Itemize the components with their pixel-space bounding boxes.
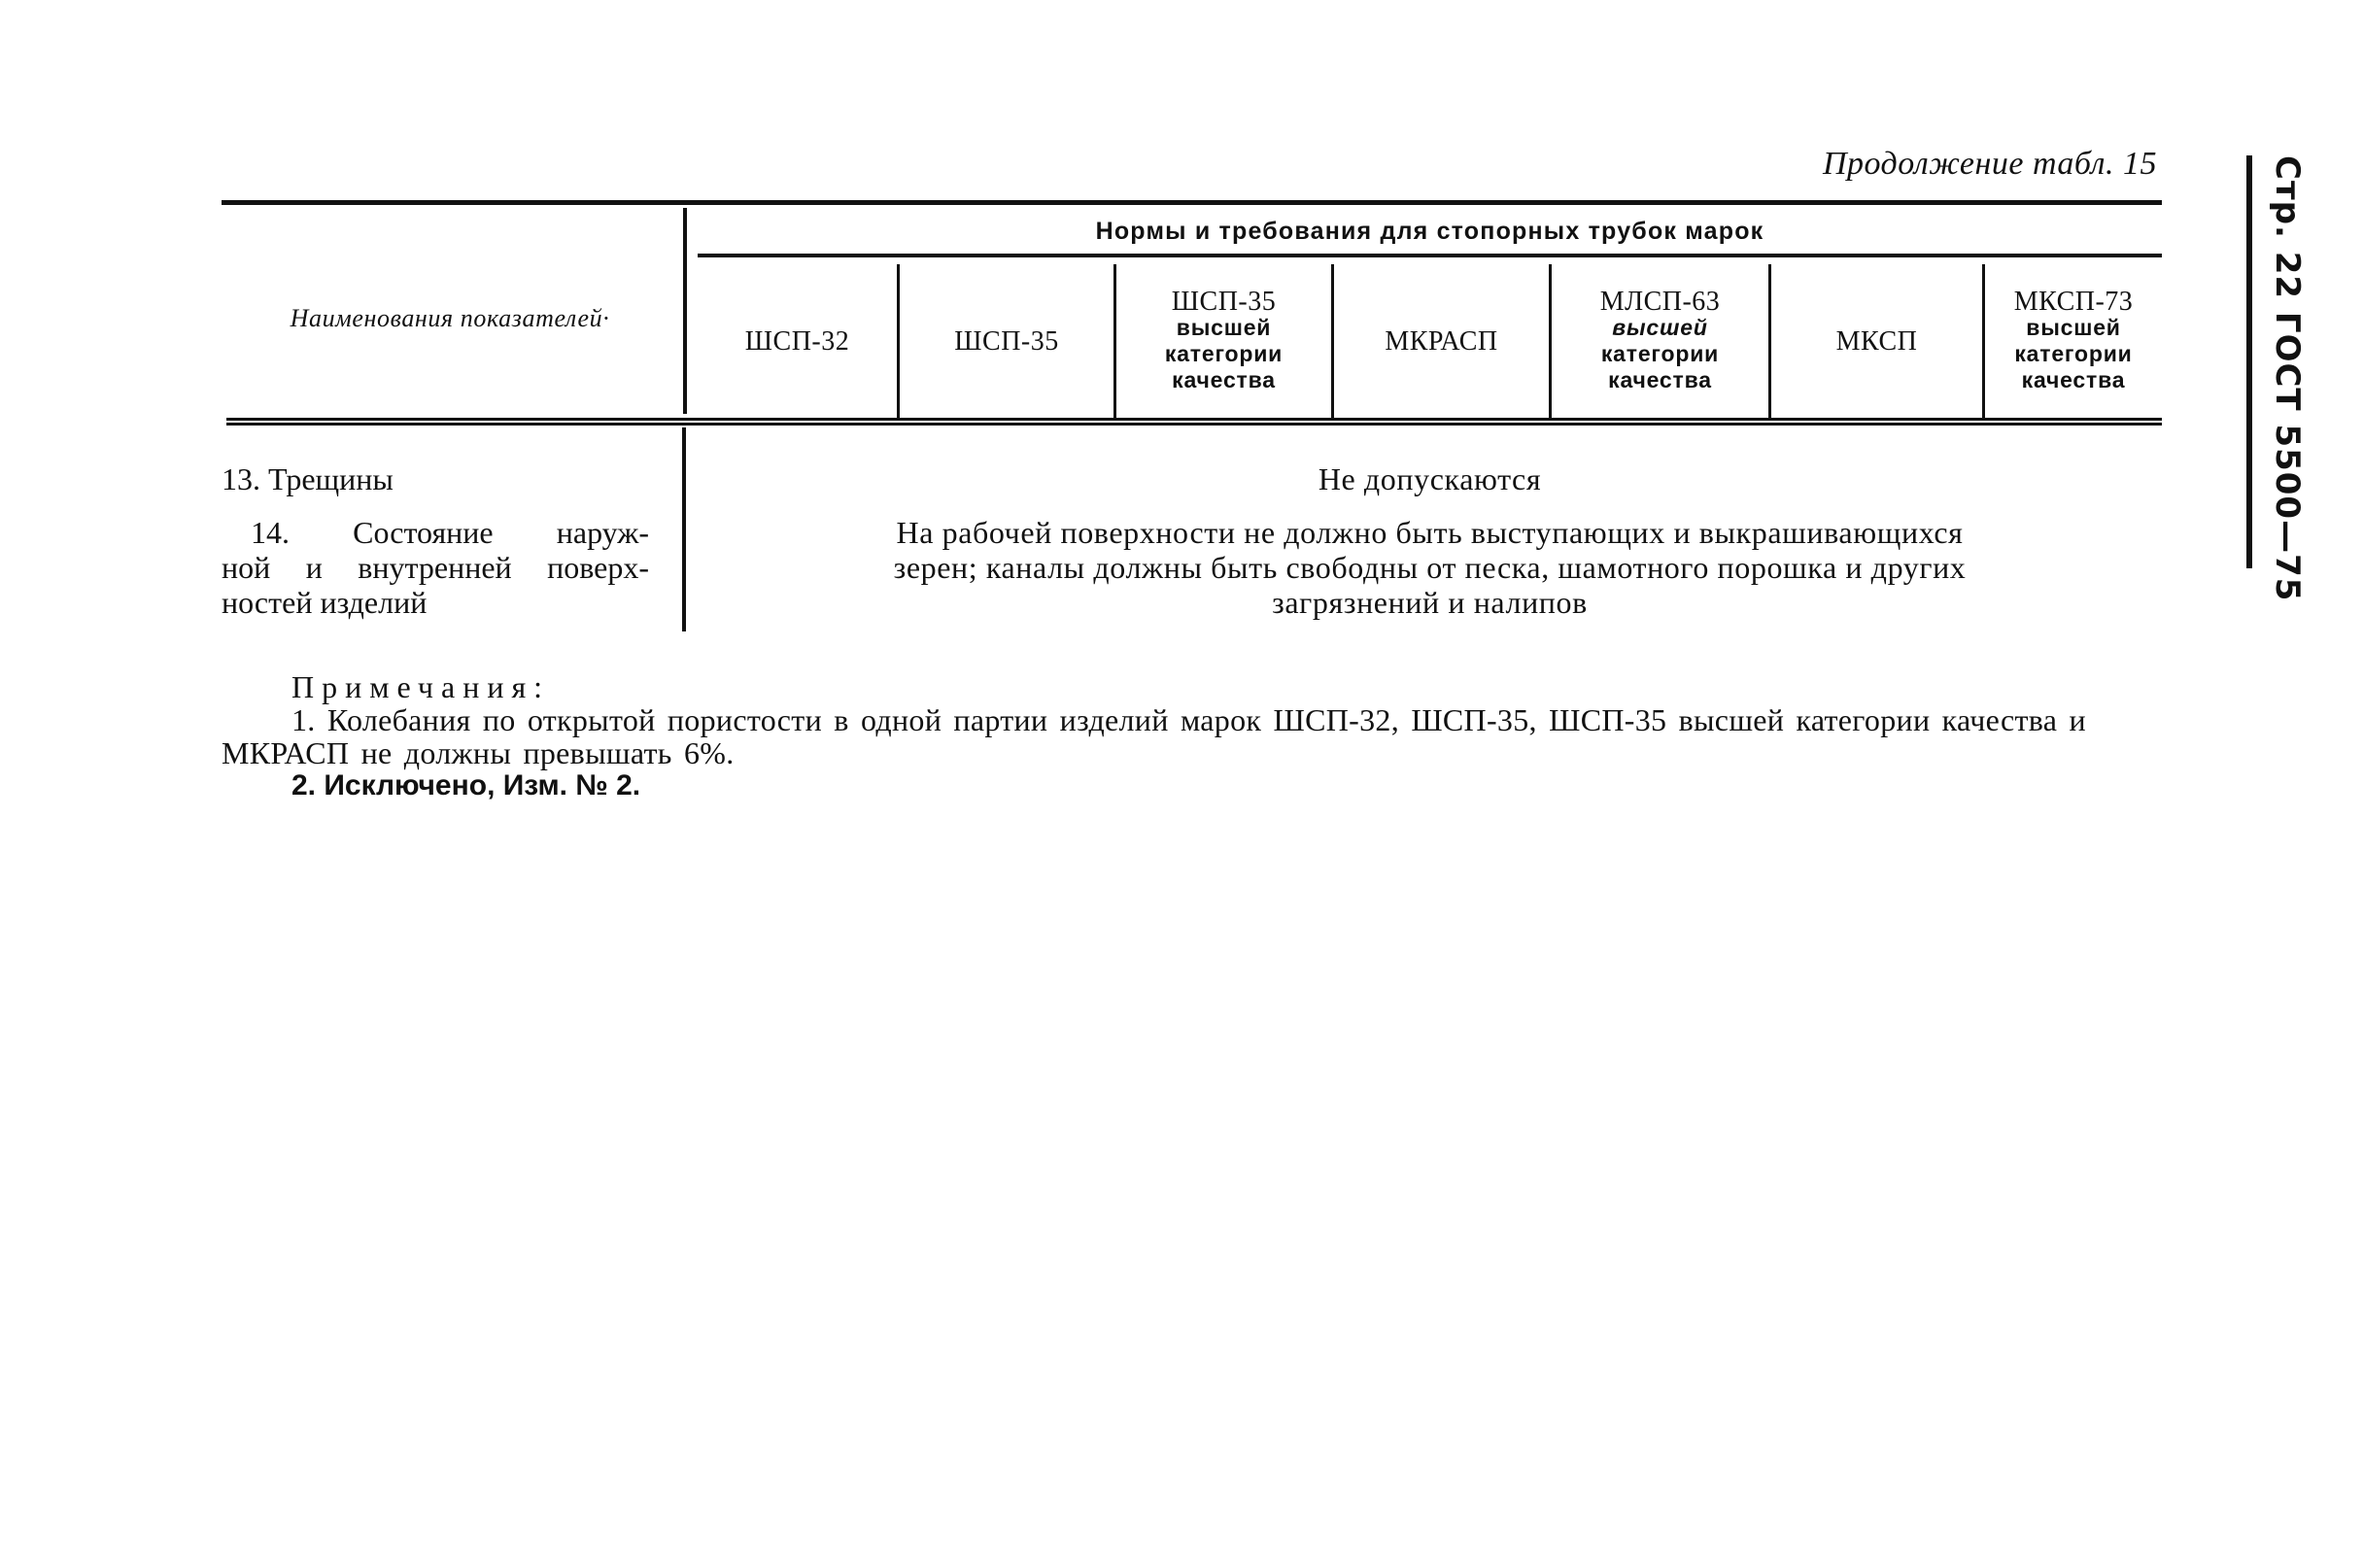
grade-label: ШСП-35 <box>954 325 1059 357</box>
row-14-value <box>698 515 2162 620</box>
grade-category-line: категории <box>1164 341 1284 366</box>
note-item-1: 1. Колебания по открытой пористости в одной партии изделий марок ШСП-32, ШСП-35, ШСП-35 высшей категории качества и МКРАСП не должны превышать 6%. <box>222 702 2086 770</box>
grade-category-line: категории <box>1600 341 1720 366</box>
side-page-header <box>2256 155 2314 602</box>
label-column-divider-header <box>683 208 687 414</box>
row-14-value-line: На рабочей поверхности не должно быть выступающих и выкрашивающихся <box>896 515 1964 550</box>
row-14-value-line: зерен; каналы должны быть свободны от песка, шамотного порошка и других <box>893 550 1967 585</box>
row-13-label: 13. Трещины <box>222 461 394 496</box>
row-14-value-line: загрязнений и налипов <box>1272 585 1588 620</box>
row-13-value: Не допускаются <box>1318 461 1542 496</box>
group-header: Нормы и требования для стопорных трубок марок <box>1095 218 1764 245</box>
notes-title: Примечания: <box>291 669 551 704</box>
column-header-mksp-73-premium <box>1985 264 2162 418</box>
grade-category-line: категории <box>2014 341 2133 366</box>
column-header-shsp-32 <box>698 264 897 418</box>
grade-label: ШСП-32 <box>744 325 850 357</box>
side-page-header-text: Стр. 22 ГОСТ 5500—75 <box>2268 155 2307 602</box>
table-continuation-caption: Продолжение табл. 15 <box>1822 146 2157 182</box>
notes-section <box>222 670 2194 802</box>
note-item-2: 2. Исключено, Изм. № 2. <box>291 769 641 801</box>
column-header-shsp-35 <box>900 264 1113 418</box>
label-column-divider-body <box>682 427 686 631</box>
grade-category-line: высшей <box>1176 315 1272 340</box>
column-header-mkrasp <box>1334 264 1549 418</box>
row-header-label: Наименования показателей· <box>290 304 610 332</box>
side-margin-rule <box>2246 155 2252 568</box>
grade-category-line: качества <box>2021 367 2126 392</box>
header-double-rule-bottom <box>226 423 2162 426</box>
grade-category-line: качества <box>1172 367 1276 392</box>
table-top-rule <box>222 200 2162 205</box>
header-double-rule-top <box>226 418 2162 421</box>
row-14-label <box>222 515 649 620</box>
grade-category-line: высшей <box>2026 315 2121 340</box>
grade-label: МКСП <box>1835 325 1918 357</box>
grade-label: ШСП-35 <box>1171 287 1277 317</box>
column-header-mksp <box>1771 264 1982 418</box>
row-14-label-line: ностей изделий <box>222 585 428 620</box>
grade-category-line: качества <box>1608 367 1712 392</box>
grade-label: МКСП-73 <box>2013 287 2134 317</box>
row-14-label-line: ной и внутренней поверх- <box>222 550 649 585</box>
column-header-shsp-35-premium <box>1116 264 1331 418</box>
group-header-rule <box>698 254 2162 257</box>
grade-label: МЛСП-63 <box>1599 287 1721 317</box>
grade-category-line: высшей <box>1612 315 1708 340</box>
column-header-mlsp-63-premium <box>1552 264 1768 418</box>
row-14-label-line: 14. Состояние наруж- <box>251 515 649 550</box>
grade-label: МКРАСП <box>1385 325 1498 357</box>
